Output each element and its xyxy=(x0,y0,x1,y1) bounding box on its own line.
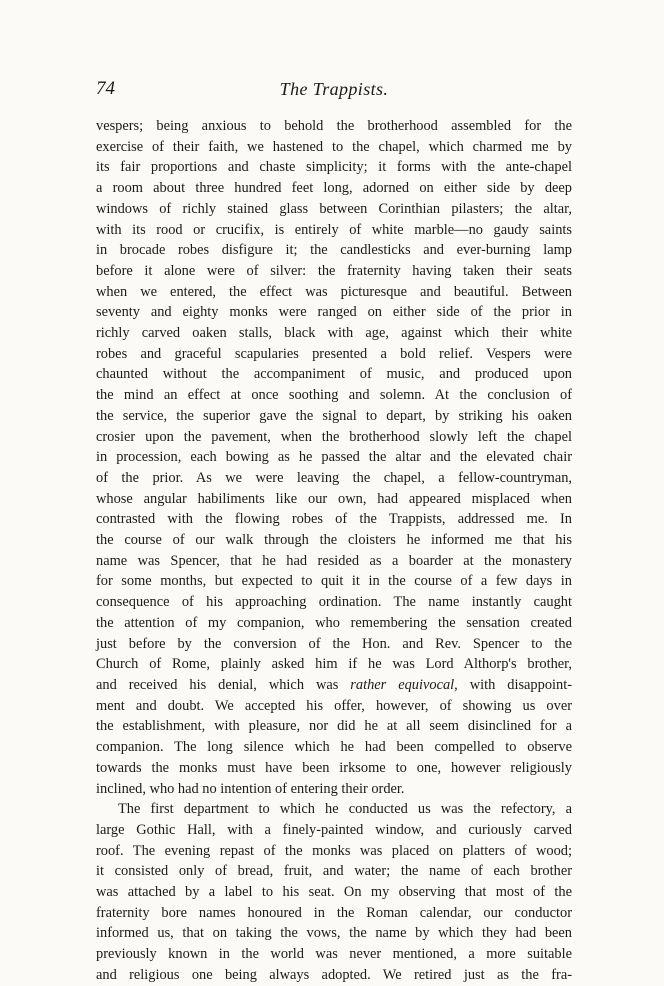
text-line: The first department to which he conducted us was the refectory, a xyxy=(118,801,572,818)
text-line: informed us, that on taking the vows, the name by which they had been xyxy=(96,925,572,942)
text-line: exercise of their faith, we hastened to the chapel, which charmed me by xyxy=(96,138,572,155)
text-line: Church of Rome, plainly asked him if he was Lord Althorp's brother, xyxy=(96,656,572,673)
text-line: was attached by a label to his seat. On my observing that most of the xyxy=(96,884,572,901)
running-title: The Trappists. xyxy=(279,79,389,99)
text-line: its fair proportions and chaste simplicity; it forms with the ante-chapel xyxy=(96,159,572,176)
page-number: 74 xyxy=(96,78,115,99)
text-line: name was Spencer, that he had resided as a boarder at the monastery xyxy=(96,552,572,569)
text-line: the course of our walk through the cloisters he informed me that his xyxy=(96,532,572,549)
body-text xyxy=(96,116,572,986)
text-line: of the prior. As we were leaving the chapel, a fellow-countryman, xyxy=(96,469,572,486)
text-line: the mind an effect at once soothing and solemn. At the conclusion of xyxy=(96,387,572,404)
paragraph xyxy=(96,116,572,799)
text-line: in brocade robes disfigure it; the candlesticks and ever-burning lamp xyxy=(96,242,572,259)
text-line: companion. The long silence which he had been compelled to observe xyxy=(96,739,572,756)
text-line: previously known in the world was never mentioned, a more suitable xyxy=(96,946,572,963)
text-line: contrasted with the flowing robes of the Trappists, addressed me. In xyxy=(96,511,572,528)
text-line: whose angular habiliments like our own, had appeared misplaced when xyxy=(96,490,572,507)
text-line: vespers; being anxious to behold the brotherhood assembled for the xyxy=(96,118,572,134)
text-line: the establishment, with pleasure, nor did he at all seem disinclined for a xyxy=(96,718,572,735)
text-line: just before by the conversion of the Hon. and Rev. Spencer to the xyxy=(96,635,572,652)
text-line: ment and doubt. We accepted his offer, however, of showing us over xyxy=(96,697,572,714)
text-line: the attention of my companion, who remembering the sensation created xyxy=(96,614,572,631)
text-line: inclined, who had no intention of entering their order. xyxy=(96,780,405,797)
text-line: windows of richly stained glass between Corinthian pilasters; the altar, xyxy=(96,200,572,217)
text-line: consequence of his approaching ordination. The name instantly caught xyxy=(96,594,572,611)
text-line: it consisted only of bread, fruit, and water; the name of each brother xyxy=(96,863,572,880)
book-page xyxy=(96,78,572,986)
text-line: before it alone were of silver: the fraternity having taken their seats xyxy=(96,262,572,279)
text-line: seventy and eighty monks were ranged on either side of the prior in xyxy=(96,304,572,321)
text-line: and received his denial, which was rather equivocal, with disappoint- xyxy=(96,676,572,693)
text-line: with its rood or crucifix, is entirely of white marble—no gaudy saints xyxy=(96,221,572,238)
text-line: in procession, each bowing as he passed the altar and the elevated chair xyxy=(96,449,572,466)
text-line: and religious one being always adopted. We retired just as the fra- xyxy=(96,966,572,983)
text-line: towards the monks must have been irksome to one, however religiously xyxy=(96,759,572,776)
page-header xyxy=(96,78,572,104)
text-line: roof. The evening repast of the monks was placed on platters of wood; xyxy=(96,842,572,859)
text-line: for some months, but expected to quit it in the course of a few days in xyxy=(96,573,572,590)
paragraph xyxy=(96,799,572,985)
text-line: crosier upon the pavement, when the brotherhood slowly left the chapel xyxy=(96,428,572,445)
text-line: large Gothic Hall, with a finely-painted window, and curiously carved xyxy=(96,821,572,838)
text-line: chaunted without the accompaniment of music, and produced upon xyxy=(96,366,572,383)
text-line: the service, the superior gave the signal to depart, by striking his oaken xyxy=(96,407,572,424)
text-line: a room about three hundred feet long, adorned on either side by deep xyxy=(96,180,572,197)
text-line: when we entered, the effect was picturesque and beautiful. Between xyxy=(96,283,572,300)
text-line: fraternity bore names honoured in the Roman calendar, our conductor xyxy=(96,904,572,921)
text-line: robes and graceful scapularies presented a bold relief. Vespers were xyxy=(96,345,572,362)
text-line: richly carved oaken stalls, black with age, against which their white xyxy=(96,325,572,342)
